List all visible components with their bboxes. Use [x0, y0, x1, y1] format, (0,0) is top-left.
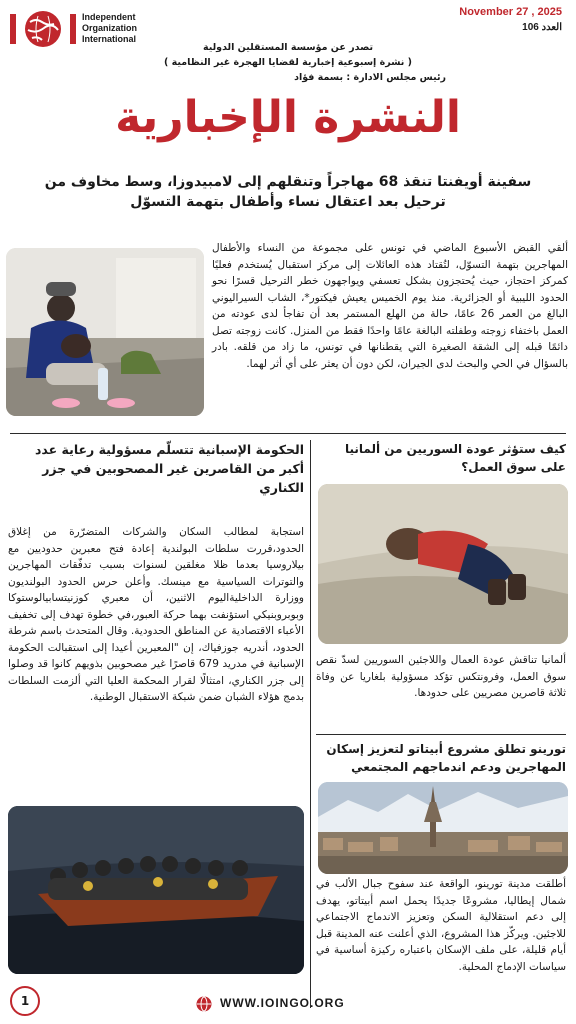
org-name-line-1: Independent — [82, 12, 136, 22]
lead-headline[interactable]: سفينة أويفنتا تنقذ 68 مهاجراً وتنقلهم إلى لامبيدوزا، وسط مخاوف من ترحيل بعد اعتقال نساء وأطفال بتهمة التسوّل — [44, 174, 532, 210]
beach-child-photo — [318, 484, 568, 644]
turin-project-body: أطلقت مدينة تورينو، الواقعة عند سفوح جبال الألب في شمال إيطاليا، مشروعًا جديدًا يحمل اسم أبيتاتو، يهدف إلى دعم استقلالية السكن وتعزيز الاندماج الاجتماعي للاجئين. ويركّز هذا المشروع، الذي أعلنت عنه المدينة قبل أيام قليلة، على ملف الإسكان باعتباره ركيزة أساسية في سياسات الإدماج المحلية. — [316, 878, 566, 973]
migrant-boat-photo — [8, 806, 304, 974]
spain-minors-title[interactable]: الحكومة الإسبانية تتسلّم مسؤولية رعاية عدد أكبر من القاصرين غير المصحوبين في جزر الكناري — [35, 442, 304, 495]
spain-minors-body: استجابة لمطالب السكان والشركات المتضرّرة من إغلاق الحدود،قررت سلطات البولندية إعادة فتح معبرين حدوديين مع بيلاروسيا بعدما ظلا مغلقين لسنوات بسبب تدفّقات المهاجرين والتوترات السياسية مع مينسك. وأعلن حرس الحدود البولنديون ووزارة الداخليةاليوم الاثنين، أن معبري كوزنيتسابيالوستوكا وبوبروبنيكي استؤنفت بهما حركة العبور،في خطوة تهدف إلى تخفيف الأعباء الاقتصادية عن المناطق الحدودية. وقال المتحدث باسم شرطة الحدود، أندريه جوزفياك، إن "المعبرين أعيدا إلى استقبالت الحكومة الإسبانية في مدريد 679 قاصرًا غير مصحوبين بذويهم كانوا قد وصلوا إلى جزر الكناري، امتثالًا لقرار المحكمة العليا التي ألزمت السلطات بدمج هؤلاء الشبان ضمن شبكة الاستقبال الوطنية. — [8, 526, 305, 703]
germany-syrians-body: ألمانيا تناقش عودة العمال واللاجئين السوريين لسدّ نقص سوق العمل، وفرونتكس تؤكد مسؤولية بلغاريا عن وفاة ثلاثة قاصرين مصريين على حدودها. — [316, 654, 566, 699]
publisher-line: تصدر عن مؤسسة المستقلين الدولية — [202, 42, 374, 53]
right-column-divider — [316, 734, 566, 735]
germany-syrians-title[interactable]: كيف ستؤثر عودة السوريين من ألمانيا على سوق العمل؟ — [345, 442, 566, 474]
lead-body: ألقي القبض الأسبوع الماضي في تونس على مجموعة من النساء والأطفال المهاجرين بتهمة التسوّل، لتُقتاد هذه العائلات إلى مركز استقبال يُستخدم فعليًا كمركز احتجاز، حيث يُحتجزون بشكل تعسفي ويواجهون خطر الترحيل قسرًا نحو الحدود الليبية أو الجزائرية. منذ يوم الخميس يعيش فيكتور*، الشاب السيراليوني البالغ من العمر 26 عامًا، حالة من الهلع المستمر بعد أن تفاجأ لدى عودته من العمل باختفاء زوجته وطفلته البالغة عامًا واحدًا فقط من المنزل. كانت زوجته تصل دائمًا قبله إلى الشقة الصغيرة التي يقطنانها في تونس، ما زاد من قلقه. بادر بالسؤال في الحي والبحث لدى الجيران، لكن دون أن يعثر على أي أثر لهما. — [212, 242, 568, 370]
org-name-line-2: Organization — [82, 23, 138, 33]
chairman-line: رئيس مجلس الادارة : بسمة فؤاد — [294, 72, 446, 83]
turin-project-title[interactable]: تورينو تطلق مشروع أبيتاتو لتعزيز إسكان المهاجرين ودعم اندماجهم المجتمعي — [326, 742, 566, 774]
issue-number: العدد 106 — [522, 22, 562, 33]
turin-city-photo — [318, 782, 568, 874]
lead-photo — [6, 248, 204, 416]
page-number-badge — [10, 986, 40, 1016]
column-divider — [310, 440, 311, 1008]
globe-icon — [196, 996, 212, 1012]
org-name-line-3: International — [82, 34, 137, 44]
section-divider — [10, 433, 566, 434]
footer-url: WWW.IOINGO.ORG — [220, 996, 345, 1010]
issue-date: November 27 , 2025 — [459, 6, 562, 18]
subtitle-line: ( نشرة إسبوعية إخبارية لقضايا الهجرة غير النظامية ) — [163, 57, 413, 68]
globe-logo-icon — [8, 8, 78, 50]
page-number: 1 — [20, 994, 30, 1008]
masthead-title: النشرة الإخبارية — [115, 92, 461, 143]
